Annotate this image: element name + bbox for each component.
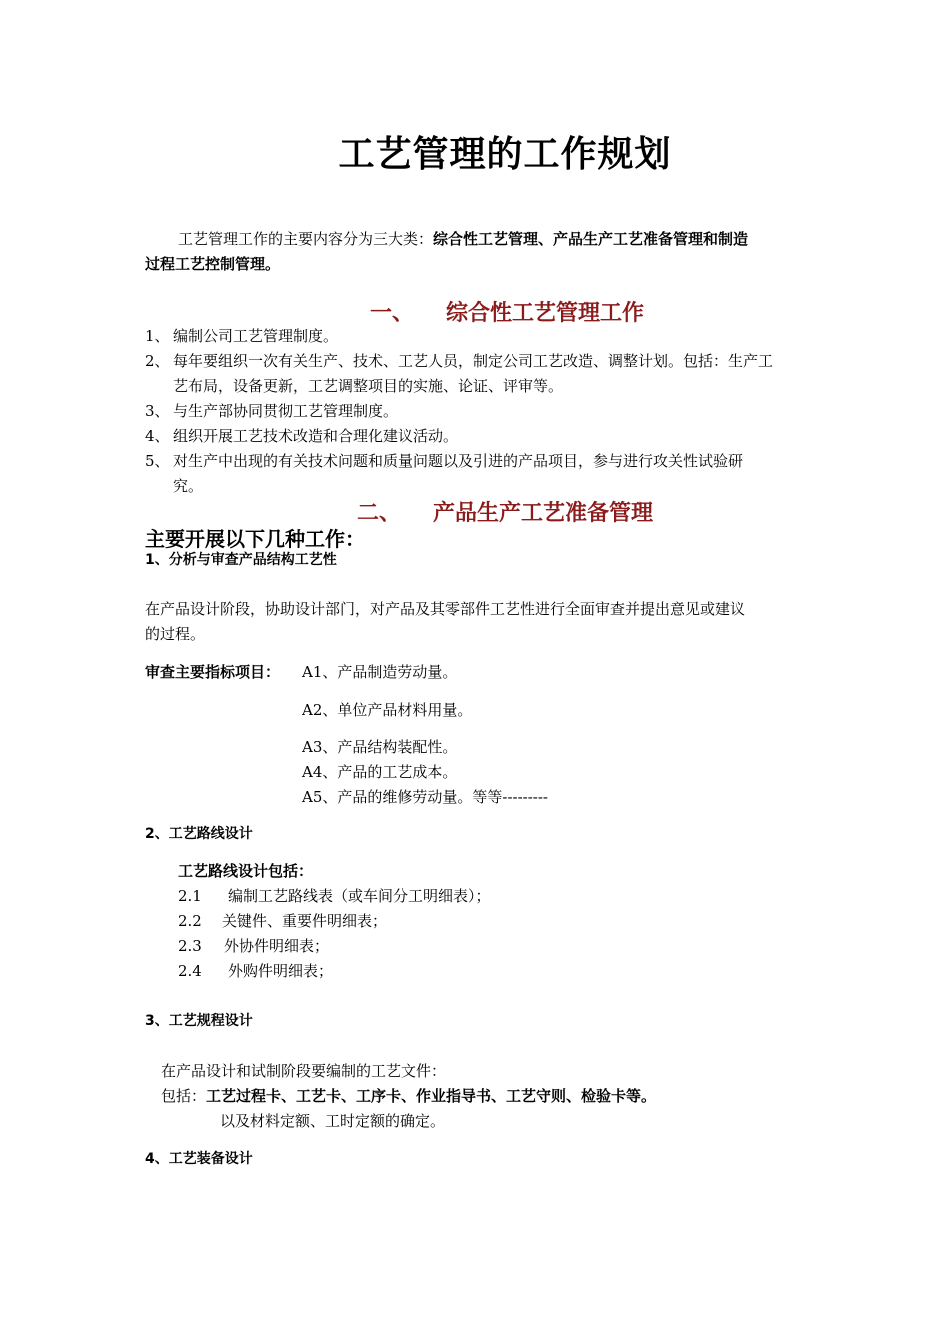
intro-bold-2: 过程工艺控制管理。 [145, 255, 281, 273]
indicator-item: A2、单位产品材料用量。 [302, 701, 473, 719]
indicator-item: A1、产品制造劳动量。 [302, 663, 458, 681]
part3-line-2: 包括：工艺过程卡、工艺卡、工序卡、作业指导书、工艺守则、检验卡等。 [161, 1087, 657, 1105]
part1-heading: 1、分析与审查产品结构工艺性 [145, 552, 337, 568]
section2-heading [357, 496, 653, 527]
list-item: 5、 对生产中出现的有关技术问题和质量问题以及引进的产品项目，参与进行攻关性试验研 [145, 452, 744, 470]
indicator-item: A4、产品的工艺成本。 [302, 763, 458, 781]
section1-heading-num: 一、 [370, 300, 415, 326]
list-item: 2.4 外购件明细表； [178, 962, 334, 980]
section2-heading-num: 二、 [357, 500, 402, 526]
page-title: 工艺管理的工作规划 [338, 133, 672, 175]
intro-bold-1: 综合性工艺管理、产品生产工艺准备管理和制造 [433, 230, 749, 248]
indicator-item: A3、产品结构装配性。 [302, 738, 458, 756]
list-item: 2.1 编制工艺路线表（或车间分工明细表）； [178, 887, 491, 905]
section1-heading [370, 296, 644, 327]
part3-heading: 3、工艺规程设计 [145, 1013, 253, 1029]
part2-heading: 2、工艺路线设计 [145, 826, 253, 842]
part3-line-3: 以及材料定额、工时定额的确定。 [220, 1112, 446, 1130]
intro-lead: 工艺管理工作的主要内容分为三大类： [178, 230, 434, 248]
section2-subtitle: 主要开展以下几种工作： [145, 527, 365, 551]
indicator-label: 审查主要指标项目： [145, 663, 281, 681]
part4-heading: 4、工艺装备设计 [145, 1151, 253, 1167]
section2-heading-text: 产品生产工艺准备管理 [433, 500, 654, 526]
part2-sub: 工艺路线设计包括： [178, 862, 314, 880]
indicator-item: A5、产品的维修劳动量。等等--------- [302, 788, 548, 806]
part1-paragraph-2: 的过程。 [145, 625, 206, 643]
list-item: 2.3 外协件明细表； [178, 937, 330, 955]
part1-paragraph-1: 在产品设计阶段，协助设计部门，对产品及其零部件工艺性进行全面审查并提出意见或建议 [145, 600, 746, 618]
section1-heading-text: 综合性工艺管理工作 [446, 300, 645, 326]
list-item: 2.2 关键件、重要件明细表； [178, 912, 388, 930]
list-item-continuation: 究。 [173, 477, 204, 495]
list-item: 3、 与生产部协同贯彻工艺管理制度。 [145, 402, 399, 420]
list-item: 2、 每年要组织一次有关生产、技术、工艺人员，制定公司工艺改造、调整计划。包括：生产工 [145, 352, 774, 370]
list-item-continuation: 艺布局，设备更新，工艺调整项目的实施、论证、评审等。 [173, 377, 564, 395]
list-item: 4、 组织开展工艺技术改造和合理化建议活动。 [145, 427, 459, 445]
part3-line-1: 在产品设计和试制阶段要编制的工艺文件： [161, 1062, 447, 1080]
list-item: 1、 编制公司工艺管理制度。 [145, 327, 339, 345]
intro-line-1 [178, 226, 748, 252]
